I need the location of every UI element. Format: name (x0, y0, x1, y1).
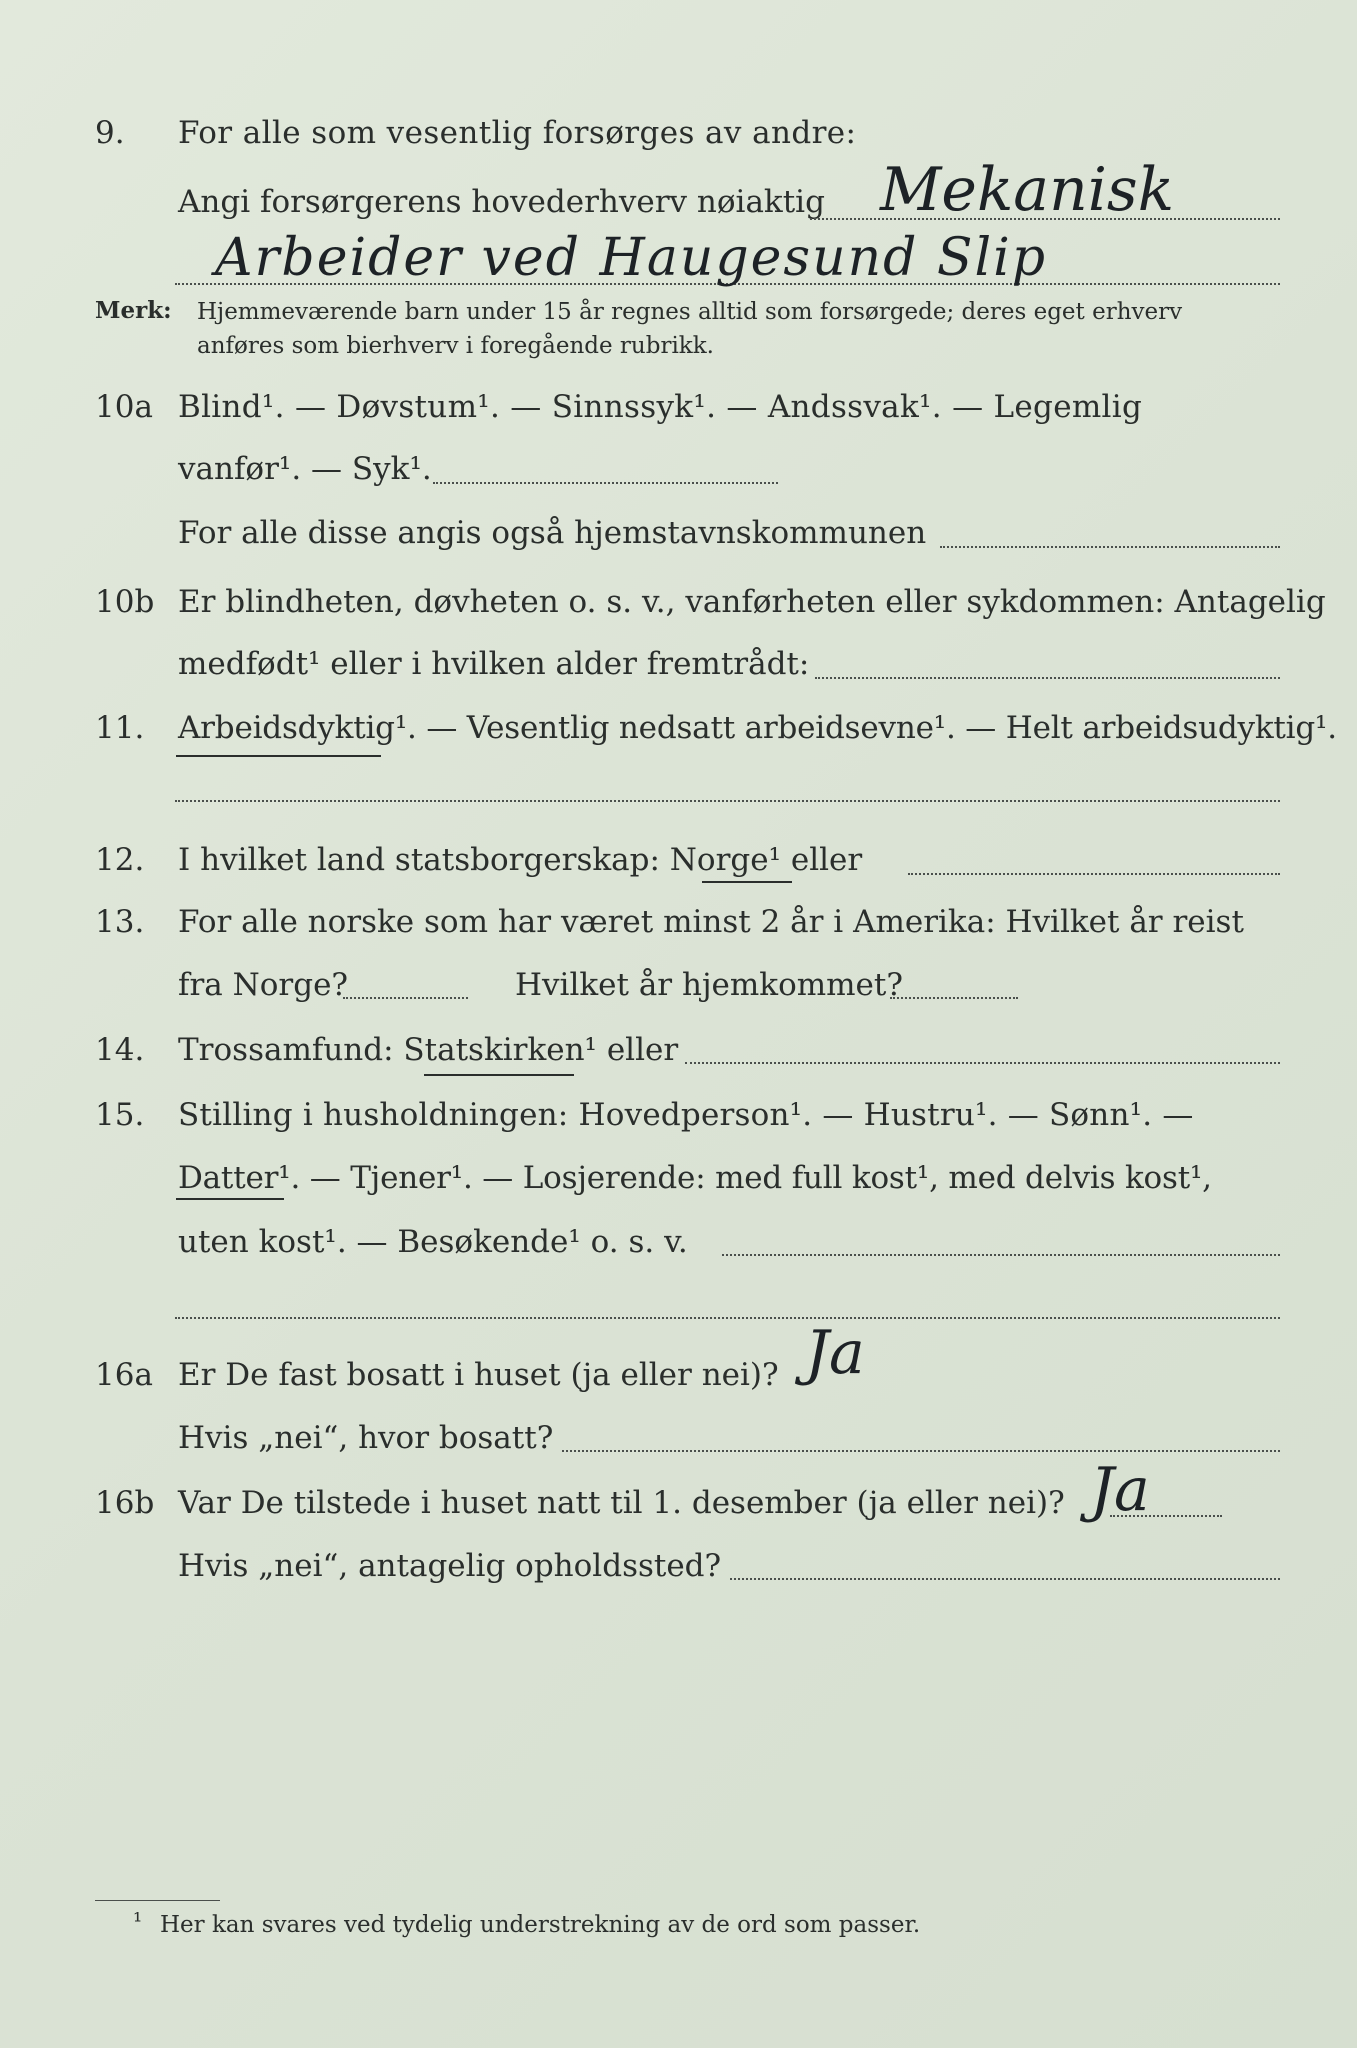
q15-line1: Stilling i husholdningen: Hovedperson¹. — Hustru¹. — Sønn¹. — (178, 1097, 1194, 1133)
q14-line1: Trossamfund: Statskirken¹ eller (178, 1032, 679, 1068)
q9-line1: For alle som vesentlig forsørges av andre: (178, 115, 857, 151)
q16b-line2: Hvis „nei“, antagelig opholdssted? (178, 1548, 722, 1584)
q9-handwritten-employer[interactable]: Arbeider ved Haugesund Slip (215, 228, 1048, 288)
q11-underline-arbeidsdyktig (176, 755, 381, 757)
q15-line2: Datter¹. — Tjener¹. — Losjerende: med full kost¹, med delvis kost¹, (178, 1160, 1212, 1196)
q11-line1: Arbeidsdyktig¹. — Vesentlig nedsatt arbeidsevne¹. — Helt arbeidsudyktig¹. (178, 710, 1337, 746)
q12-number: 12. (95, 842, 145, 878)
q15-answer-line2 (175, 1317, 1280, 1319)
q10a-line1: Blind¹. — Døvstum¹. — Sinnssyk¹. — Andssvak¹. — Legemlig (178, 389, 1143, 425)
q16a-handwritten-answer[interactable]: Ja (805, 1318, 865, 1388)
q9-handwritten-occupation[interactable]: Mekanisk (880, 155, 1175, 225)
footnote-mark: ¹ (133, 1909, 143, 1935)
q10a-line2: vanfør¹. — Syk¹. (178, 451, 432, 487)
q11-answer-line (175, 800, 1280, 802)
q10a-number: 10a (95, 389, 153, 425)
q16a-number: 16a (95, 1357, 153, 1393)
q13-line2-right: Hvilket år hjemkommet? (515, 967, 903, 1003)
q10b-number: 10b (95, 584, 155, 620)
q12-answer-line (908, 873, 1280, 875)
q10a-answer-line (433, 482, 778, 484)
footnote-text: Her kan svares ved tydelig understrekning av de ord som passer. (160, 1912, 921, 1938)
q13-line2-left: fra Norge? (178, 967, 349, 1003)
q10b-line2: medfødt¹ eller i hvilken alder fremtrådt: (178, 646, 810, 682)
q15-answer-line (722, 1254, 1280, 1256)
q12-underline-norge (702, 881, 792, 883)
q11-number: 11. (95, 710, 145, 746)
q16b-answer-line (1110, 1515, 1222, 1517)
q16b-handwritten-answer[interactable]: Ja (1090, 1455, 1150, 1525)
q14-answer-line (685, 1062, 1280, 1064)
q15-line3: uten kost¹. — Besøkende¹ o. s. v. (178, 1224, 688, 1260)
footnote-rule (95, 1900, 220, 1901)
q14-number: 14. (95, 1032, 145, 1068)
q9-number: 9. (95, 115, 125, 151)
q10a-line3: For alle disse angis også hjemstavnskommunen (178, 515, 927, 551)
q10a-hometown-line (940, 546, 1280, 548)
q16a-answer-line (562, 1450, 1280, 1452)
q15-number: 15. (95, 1097, 145, 1133)
q16b-number: 16b (95, 1485, 155, 1521)
q16a-line2: Hvis „nei“, hvor bosatt? (178, 1420, 554, 1456)
q13-departure-year-line (343, 997, 468, 999)
q13-number: 13. (95, 904, 145, 940)
q16b-line1: Var De tilstede i huset natt til 1. desember (ja eller nei)? (178, 1485, 1065, 1521)
q16b-location-line (730, 1578, 1280, 1580)
q14-underline-statskirken (424, 1074, 574, 1076)
q15-underline-datter (176, 1198, 284, 1200)
merk-line2: anføres som bierhverv i foregående rubrikk. (197, 333, 714, 359)
q10b-line1: Er blindheten, døvheten o. s. v., vanførheten eller sykdommen: Antagelig (178, 584, 1326, 620)
q16a-line1: Er De fast bosatt i huset (ja eller nei)? (178, 1357, 779, 1393)
q12-line1: I hvilket land statsborgerskap: Norge¹ eller (178, 842, 863, 878)
q13-line1: For alle norske som har været minst 2 år i Amerika: Hvilket år reist (178, 904, 1244, 940)
merk-line1: Hjemmeværende barn under 15 år regnes alltid som forsørgede; deres eget erhverv (197, 299, 1183, 325)
q10b-answer-line (815, 677, 1280, 679)
merk-label: Merk: (95, 297, 172, 324)
q13-return-year-line (890, 997, 1018, 999)
q9-line2: Angi forsørgerens hovederhverv nøiaktig (178, 184, 825, 220)
